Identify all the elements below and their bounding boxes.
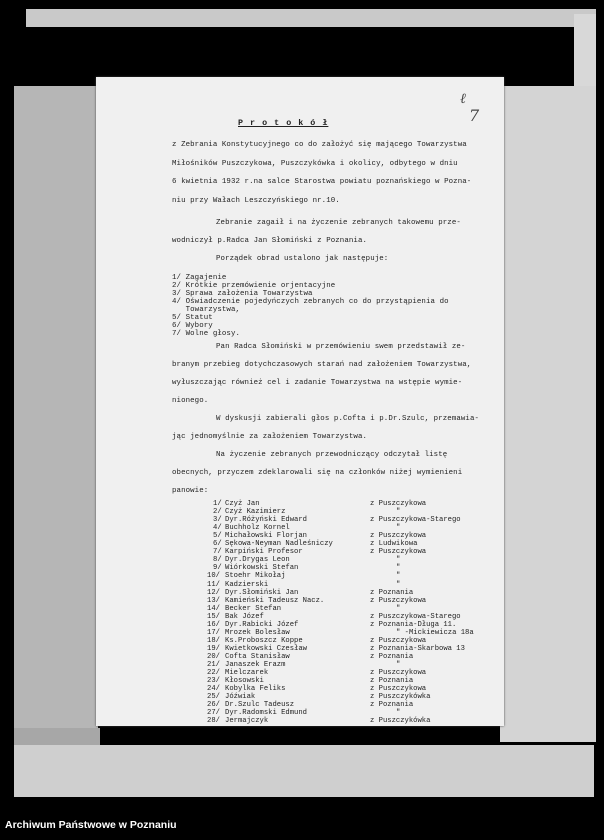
member-place: z Poznania xyxy=(370,677,414,686)
member-place: z Ludwikowa xyxy=(370,540,418,549)
member-name: Karpiński Profesor xyxy=(225,548,303,557)
member-place: z Puszczykowa-Starego xyxy=(370,516,461,525)
member-number: 13/ xyxy=(207,596,220,605)
member-place: z Puszczykowa xyxy=(370,596,427,605)
member-place: " xyxy=(396,524,401,533)
member-number: 4/ xyxy=(213,524,222,533)
intro-line: niu przy Wałach Leszczyńskiego nr.10. xyxy=(172,197,340,205)
member-name: Kadzierski xyxy=(225,580,269,589)
member-number: 8/ xyxy=(213,556,222,565)
agenda-item: 6/ Wybory xyxy=(172,322,213,330)
member-number: 7/ xyxy=(213,548,222,557)
document-page xyxy=(96,77,504,726)
agenda-item: 2/ Krótkie przemówienie orjentacyjne xyxy=(172,282,336,290)
intro-line: z Zebrania Konstytucyjnego co do założyć się mającego Towarzystwa xyxy=(172,141,467,149)
member-place: " xyxy=(396,564,401,573)
intro-line: Miłośników Puszczykowa, Puszczykówka i okolicy, odbytego w dniu xyxy=(172,160,458,168)
member-place: z Poznania xyxy=(370,701,414,710)
member-number: 5/ xyxy=(213,532,222,541)
member-number: 11/ xyxy=(207,580,220,589)
member-number: 19/ xyxy=(207,644,220,653)
member-name: Buchholz Kornel xyxy=(225,524,290,533)
member-name: Kwietkowski Czesław xyxy=(225,644,307,653)
member-number: 3/ xyxy=(213,516,222,525)
agenda-item: Towarzystwa, xyxy=(172,306,241,314)
paragraph-line: Na życzenie zebranych przewodniczący odczytał listę xyxy=(216,451,448,459)
member-place: z Poznania xyxy=(370,652,414,661)
member-place: z Poznania-Długa 11. xyxy=(370,620,457,629)
agenda-item: 5/ Statut xyxy=(172,314,213,322)
member-name: Jermajczyk xyxy=(225,717,269,726)
paragraph-line: wyłuszczając również cel i zadanie Towarzystwa na wstępie wymie- xyxy=(172,379,463,387)
agenda-item: 4/ Oświadczenie pojedyńczych zebranych co do przystąpienia do xyxy=(172,298,449,306)
member-name: Becker Stefan xyxy=(225,604,282,613)
member-place: z Puszczykówka xyxy=(370,693,431,702)
member-name: Janaszek Erazm xyxy=(225,661,286,669)
member-number: 17/ xyxy=(207,628,220,637)
member-place: z Puszczykowa-Starego xyxy=(370,612,461,621)
member-number: 12/ xyxy=(207,588,220,597)
member-number: 2/ xyxy=(213,508,222,517)
member-name: Bak Józef xyxy=(225,612,264,621)
member-number: 18/ xyxy=(207,636,220,645)
member-name: Wiórkowski Stefan xyxy=(225,564,299,573)
member-place: z Puszczykowa xyxy=(370,685,427,694)
member-name: Kamieński Tadeusz Nacz. xyxy=(225,596,325,605)
member-number: 1/ xyxy=(213,500,222,508)
paragraph-line: Pan Radca Słomiński w przemówieniu swem przedstawił ze- xyxy=(216,343,466,351)
member-name: Sękowa-Neyman Nadleśniczy xyxy=(225,540,333,549)
agenda-item: 7/ Wolne głosy. xyxy=(172,330,241,338)
member-place: z Poznania-Skarbowa 13 xyxy=(370,644,465,653)
member-place: z Puszczykowa xyxy=(370,548,427,557)
handwritten-mark: ℓ xyxy=(460,91,466,107)
member-place: " xyxy=(396,580,401,589)
member-number: 20/ xyxy=(207,652,220,661)
member-name: Stoehr Mikołaj xyxy=(225,572,286,581)
member-name: Czyż Jan xyxy=(225,500,260,508)
member-name: Kobylka Feliks xyxy=(225,685,286,694)
bottom-mount-strip xyxy=(14,745,594,797)
member-number: 21/ xyxy=(207,661,220,669)
member-number: 23/ xyxy=(207,677,220,686)
member-number: 15/ xyxy=(207,612,220,621)
page-number: 7 xyxy=(469,106,480,125)
member-name: Michałowski Florjan xyxy=(225,532,307,541)
paragraph-line: panowie: xyxy=(172,487,209,495)
member-place: z Puszczykowa xyxy=(370,500,427,508)
right-mount-board xyxy=(500,86,596,742)
member-name: Dyr.Drygas Leon xyxy=(225,556,290,565)
member-name: Czyż Kazimierz xyxy=(225,508,286,517)
document-title: P r o t o k ó ł xyxy=(238,118,329,128)
member-place: z Poznania xyxy=(370,588,414,597)
member-row xyxy=(96,717,504,726)
member-place: " xyxy=(396,661,401,669)
member-number: 10/ xyxy=(207,572,220,581)
paragraph-line: Porządek obrad ustalono jak następuje: xyxy=(216,255,389,263)
member-number: 24/ xyxy=(207,685,220,694)
paragraph-line: nionego. xyxy=(172,397,209,405)
paragraph-line: wodniczył p.Radca Jan Słomiński z Poznania. xyxy=(172,237,368,245)
member-place: z Puszczykówka xyxy=(370,717,431,726)
member-name: Dyr.Rabicki Józef xyxy=(225,620,299,629)
member-name: Dyr.Słomiński Jan xyxy=(225,588,299,597)
paragraph-line: obecnych, przyczem zdeklarowali się na członków niżej wymienieni xyxy=(172,469,463,477)
paragraph-line: Zebranie zagaił i na życzenie zebranych takowemu prze- xyxy=(216,219,461,227)
member-place: " xyxy=(396,604,401,613)
member-number: 16/ xyxy=(207,620,220,629)
top-mount-strip xyxy=(26,9,596,27)
member-place: " xyxy=(396,508,401,517)
left-mount-board xyxy=(14,86,98,728)
intro-line: 6 kwietnia 1932 r.na salce Starostwa powiatu poznańskiego w Pozna- xyxy=(172,178,472,186)
member-name: Jóźwiak xyxy=(225,693,256,702)
member-place: " -Mickiewicza 18a xyxy=(396,628,474,637)
paragraph-line: W dyskusji zabierali głos p.Cofta i p.Dr.Szulc, przemawia- xyxy=(216,415,480,423)
member-number: 22/ xyxy=(207,669,220,678)
member-name: Ks.Proboszcz Koppe xyxy=(225,636,303,645)
member-number: 28/ xyxy=(207,717,220,726)
right-mount-strip xyxy=(574,14,596,86)
member-place: z Puszczykowa xyxy=(370,669,427,678)
paragraph-line: jąc jednomyślnie za założeniem Towarzystwa. xyxy=(172,433,368,441)
member-number: 6/ xyxy=(213,540,222,549)
member-name: Dr.Szulc Tadeusz xyxy=(225,701,295,710)
paragraph-line: branym przebieg dotychczasowych starań nad założeniem Towarzystwa, xyxy=(172,361,472,369)
member-number: 14/ xyxy=(207,604,220,613)
archive-label: Archiwum Państwowe w Poznaniu xyxy=(5,819,177,831)
member-place: z Puszczykowa xyxy=(370,532,427,541)
member-name: Dyr.Różyński Edward xyxy=(225,516,307,525)
member-place: " xyxy=(396,709,401,718)
member-number: 26/ xyxy=(207,701,220,710)
member-name: Dyr.Radomski Edmund xyxy=(225,709,307,718)
member-name: Kłosowski xyxy=(225,677,264,686)
member-place: " xyxy=(396,572,401,581)
member-number: 25/ xyxy=(207,693,220,702)
member-name: Mrozek Bolesław xyxy=(225,628,290,637)
agenda-item: 1/ Zagajenie xyxy=(172,274,227,282)
agenda-item: 3/ Sprawa założenia Towarzystwa xyxy=(172,290,313,298)
member-name: Mielczarek xyxy=(225,669,269,678)
member-number: 27/ xyxy=(207,709,220,718)
member-name: Cofta Stanisław xyxy=(225,652,290,661)
member-number: 9/ xyxy=(213,564,222,573)
member-place: z Puszczykowa xyxy=(370,636,427,645)
member-place: " xyxy=(396,556,401,565)
